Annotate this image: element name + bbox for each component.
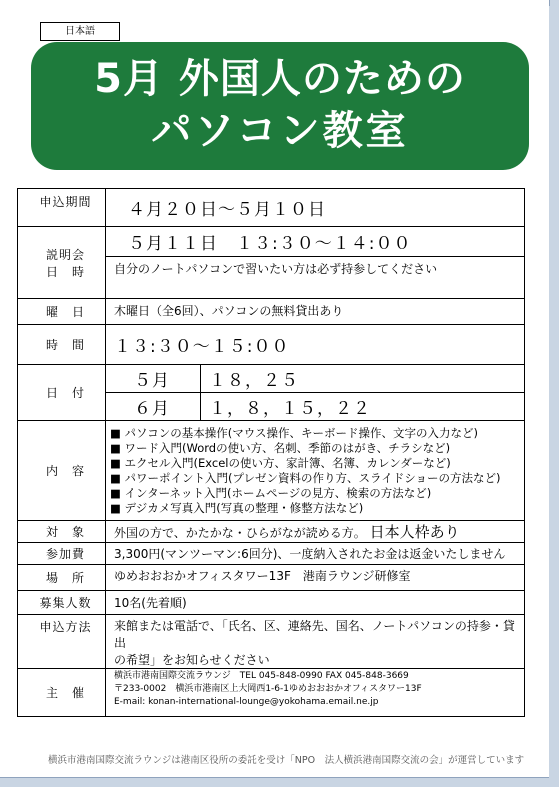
month-may <box>106 365 201 393</box>
content-item: ■ エクセル入門(Excelの使い方、家計簿、名簿、カレンダーなど) <box>110 455 451 470</box>
target-text: 外国の方で、かたかな・ひらがなが読める方。 <box>114 526 366 540</box>
title-line-1: 5月 外国人のための <box>94 56 466 102</box>
label-target: 対 象 <box>18 521 106 543</box>
row-briefing <box>18 227 525 257</box>
content-item-text: パソコンの基本操作(マウス操作、キーボード操作、文字の入力など) <box>124 425 478 440</box>
month-may-text: ５月 <box>134 371 170 391</box>
row-organizer <box>18 669 525 717</box>
value-time <box>106 325 525 365</box>
time-text: １３:３０～１５:００ <box>114 337 290 357</box>
days-may-text: １８，２５ <box>209 371 299 391</box>
value-place: ゆめおおおかオフィスタワー13F 港南ラウンジ研修室 <box>106 565 525 591</box>
month-june-text: ６月 <box>134 399 170 419</box>
title-line-2: パソコン教室 <box>151 108 409 154</box>
target-big-text: 日本人枠あり <box>369 523 460 541</box>
content-item-text: ワード入門(Wordの使い方、名刺、季節のはがき、チラシなど) <box>124 440 451 455</box>
briefing-label-2: 日 時 <box>45 264 85 279</box>
value-apply <box>106 615 525 669</box>
row-dates-may <box>18 365 525 393</box>
label-organizer: 主 催 <box>18 669 106 717</box>
label-weekday: 曜 日 <box>18 299 106 325</box>
content-item: ■ パワーポイント入門(プレゼン資料の作り方、スライドショーの方法など) <box>110 470 501 485</box>
apply-line-1: 来館または電話で、「氏名、区、連絡先、国名、ノートパソコンの持参・貸出 <box>114 619 515 650</box>
organizer-line-1: 横浜市港南国際交流ラウンジ TEL 045-848-0990 FAX 045-848-3669 <box>114 671 409 681</box>
briefing-note: 自分のノートパソコンで習いたい方は必ず持参してください <box>106 257 525 299</box>
value-capacity: 10名(先着順) <box>106 591 525 615</box>
label-apply: 申込方法 <box>18 615 106 669</box>
content-item: ■ インターネット入門(ホームページの見方、検索の方法など) <box>110 485 432 500</box>
language-tag: 日本語 <box>40 22 120 41</box>
label-place: 場 所 <box>18 565 106 591</box>
label-briefing <box>18 227 106 299</box>
label-fee: 参加費 <box>18 543 106 565</box>
row-target <box>18 521 525 543</box>
content-item: ■ パソコンの基本操作(マウス操作、キーボード操作、文字の入力など) <box>110 425 478 440</box>
row-period <box>18 189 525 227</box>
page-shadow <box>549 6 559 787</box>
label-time: 時 間 <box>18 325 106 365</box>
value-fee: 3,300円(マンツーマン:6回分)、一度納入されたお金は返金いたしません <box>106 543 525 565</box>
apply-line-2: の希望」をお知らせください <box>114 653 270 667</box>
value-organizer <box>106 669 525 717</box>
content-item-text: パワーポイント入門(プレゼン資料の作り方、スライドショーの方法など) <box>124 470 501 485</box>
content-list <box>106 421 525 521</box>
label-content: 内 容 <box>18 421 106 521</box>
row-content <box>18 421 525 521</box>
title-banner <box>31 42 529 170</box>
content-item: ■ ワード入門(Wordの使い方、名刺、季節のはがき、チラシなど) <box>110 440 451 455</box>
content-item-text: デジカメ写真入門(写真の整理・修整方法など) <box>124 500 364 515</box>
row-time <box>18 325 525 365</box>
value-period <box>106 189 525 227</box>
label-dates: 日 付 <box>18 365 106 421</box>
value-weekday: 木曜日（全6回）、パソコンの無料貸出あり <box>106 299 525 325</box>
content-item-text: インターネット入門(ホームページの見方、検索の方法など) <box>124 485 432 500</box>
days-june-text: １，８，１５，２２ <box>209 399 371 419</box>
period-text: ４月２０日～５月１０日 <box>128 200 326 220</box>
briefing-label-1: 説明会 <box>45 247 85 262</box>
days-june <box>201 393 525 421</box>
month-june <box>106 393 201 421</box>
briefing-text: ５月１１日 １３:３０～１４:００ <box>128 234 412 254</box>
row-place <box>18 565 525 591</box>
organizer-email: E-mail: konan-international-lounge@yokohama.email.ne.jp <box>114 697 379 707</box>
label-period: 申込期間 <box>18 189 106 227</box>
row-weekday <box>18 299 525 325</box>
footer-note: 横浜市港南国際交流ラウンジは港南区役所の委託を受け「NPO 法人横浜港南国際交流の会」が運営しています <box>48 755 525 766</box>
content-item: ■ デジカメ写真入門(写真の整理・修整方法など) <box>110 500 364 515</box>
days-may <box>201 365 525 393</box>
organizer-line-2: 〒233-0002 横浜市港南区上大岡西1-6-1ゆめおおおかオフィスタワー13F <box>114 684 422 694</box>
row-fee <box>18 543 525 565</box>
value-briefing <box>106 227 525 257</box>
row-apply <box>18 615 525 669</box>
label-capacity: 募集人数 <box>18 591 106 615</box>
value-target <box>106 521 525 543</box>
row-capacity <box>18 591 525 615</box>
info-table <box>17 188 525 717</box>
content-item-text: エクセル入門(Excelの使い方、家計簿、名簿、カレンダーなど) <box>124 455 451 470</box>
